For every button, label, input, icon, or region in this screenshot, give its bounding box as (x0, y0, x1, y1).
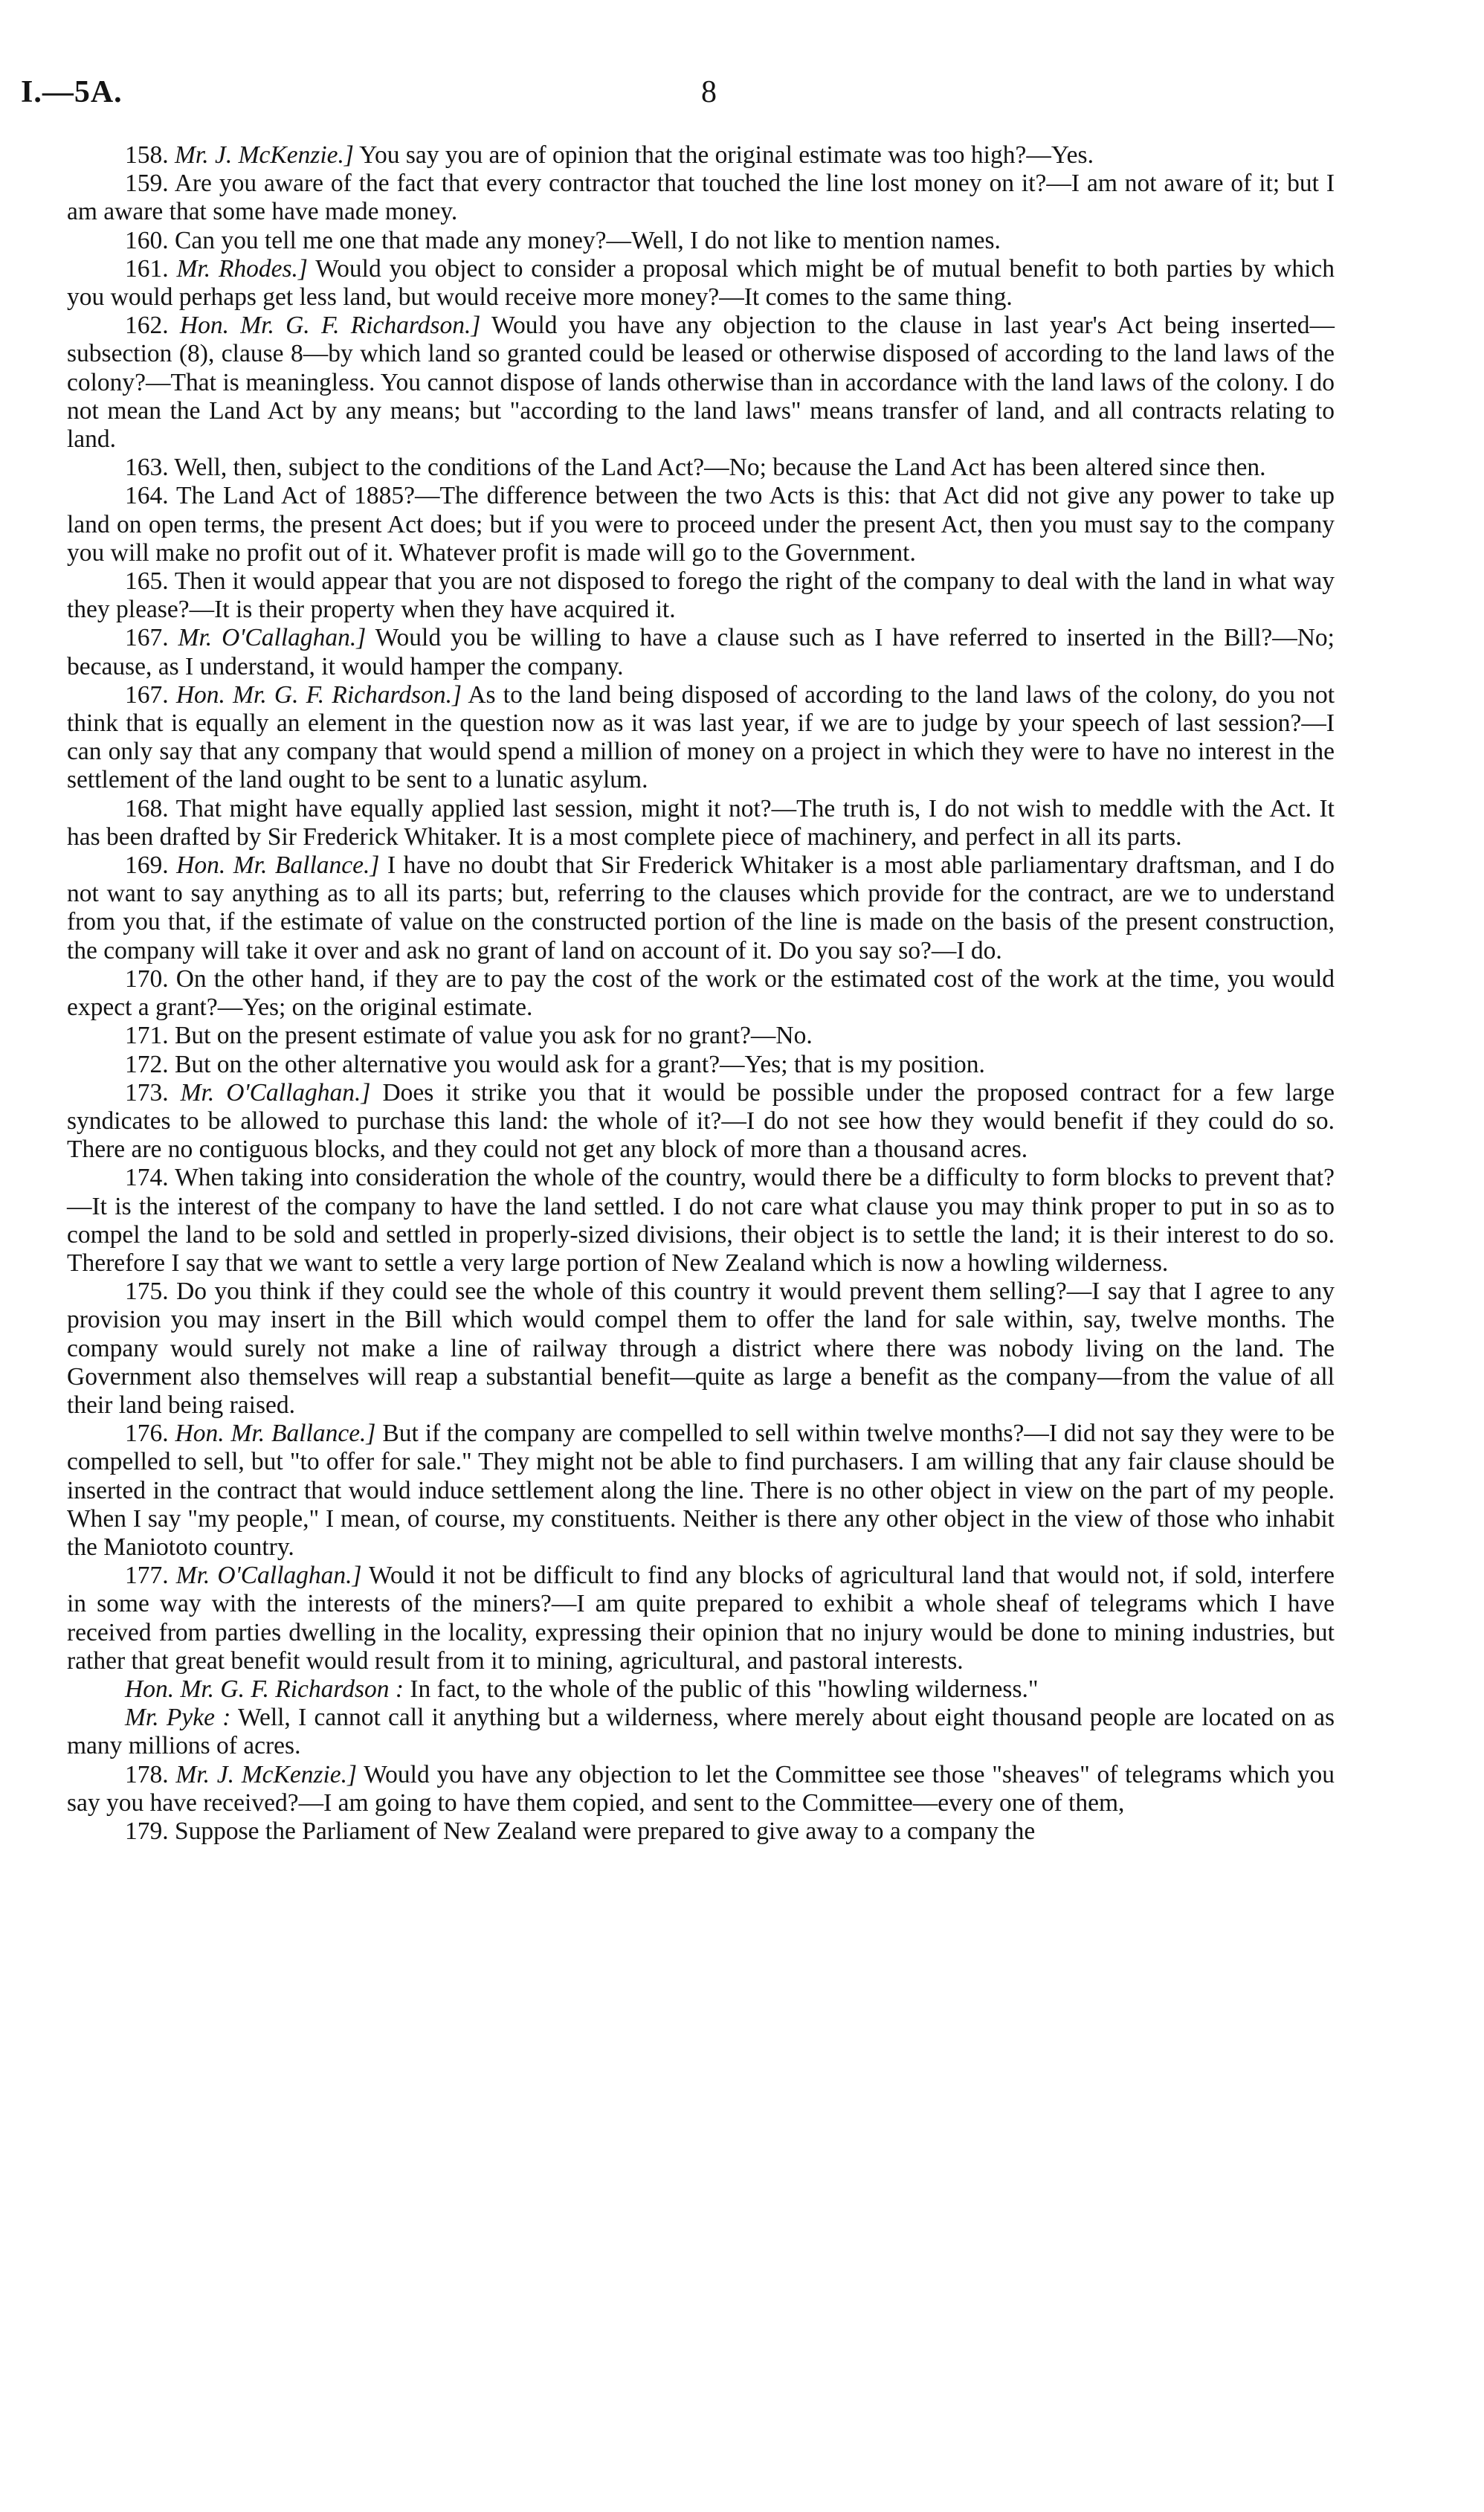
paragraph-text: Would you be willing to have a clause such as I have referred to inserted in the Bill?—No; because, as I understand, it would hamper the company. (67, 624, 1335, 680)
document-reference: I.—5A. (21, 75, 123, 109)
paragraph-text: I have no doubt that Sir Frederick Whitaker is a most able parliamentary draftsman, and I do not want to say anything as to all its parts; but, referring to the clauses which provide for the contract, are we to understand from you that, if the estimate of value on the constructed portion of the line is made on the basis of the present construction, the company will take it over and ask no grant of land on account of it. Do you say so?—I do. (67, 851, 1335, 964)
paragraph (67, 1704, 1335, 1760)
question-number: 174. (125, 1164, 169, 1192)
paragraph (67, 1164, 1335, 1278)
paragraph (67, 454, 1335, 482)
question-number: 165. (125, 567, 169, 596)
page-number: 8 (701, 75, 717, 109)
speaker-name: Hon. Mr. G. F. Richardson.] (175, 680, 462, 709)
speaker-name: Mr. J. McKenzie.] (175, 1760, 358, 1788)
question-number: 176. (125, 1420, 169, 1448)
speaker-name: Mr. Pyke : (125, 1704, 231, 1732)
paragraph (67, 482, 1335, 567)
question-number: 160. (125, 226, 169, 254)
paragraph-text: On the other hand, if they are to pay the cost of the work or the estimated cost of the work at the time, you would expect a grant?—Yes; on the original estimate. (67, 964, 1335, 1022)
paragraph (67, 227, 1335, 255)
paragraph (67, 851, 1335, 965)
paragraph-text: In fact, to the whole of the public of this "howling wilderness." (410, 1675, 1039, 1703)
paragraph-text: Would you object to consider a proposal which might be of mutual benefit to both parties by which you would perhaps get less land, but would receive more money?—It comes to the same thing. (67, 254, 1335, 312)
paragraph-text: As to the land being disposed of according to the land laws of the colony, do you not think that is equally an element in the question now as it was last year, if we are to judge by your speech of last session?—I can only say that any company that would spend a million of money on a project in which they were to have no interest in the settlement of the land ought to be sent to a lunatic asylum. (67, 680, 1335, 794)
question-number: 159. (125, 170, 169, 198)
paragraph (67, 141, 1335, 170)
paragraph-text: When taking into consideration the whole of the country, would there be a difficulty to form blocks to prevent that?—It is the interest of the company to have the land settled. I do not care what clause you may think proper to put in so as to compel the land to be sold and settled in properly-sized divisions, their object is to settle the land; it is their interest to do so. Therefore I say that we want to settle a very large portion of New Zealand which is now a howling wilderness. (67, 1164, 1335, 1277)
paragraph-text: Would you have any objection to the clause in last year's Act being inserted—subsection (8), clause 8—by which land so granted could be leased or otherwise disposed of according to the land laws of the colony?—That is meaningless. You cannot dispose of lands otherwise than in accordance with the land laws of the colony. I do not mean the Land Act by any means; but "according to the land laws" means transfer of land, and all contracts relating to land. (67, 312, 1335, 454)
question-number: 168. (125, 794, 169, 822)
question-number: 169. (125, 851, 169, 880)
paragraph-text: But on the present estimate of value you ask for no grant?—No. (175, 1022, 813, 1050)
paragraph (67, 1079, 1335, 1165)
paragraph-text: Would it not be difficult to find any blocks of agricultural land that would not, if sold, interfere in some way with the interests of the miners?—I am quite prepared to exhibit a whole sheaf of telegrams which I have received from parties dwelling in the locality, expressing their opinion that no injury would be done to mining industries, but rather that great benefit would result from it to mining, agricultural, and pastoral interests. (67, 1562, 1335, 1675)
question-number: 179. (125, 1817, 169, 1845)
paragraph (67, 1761, 1335, 1817)
question-number: 177. (125, 1562, 169, 1590)
paragraph (67, 1817, 1335, 1846)
paragraph-text: But on the other alternative you would ask for a grant?—Yes; that is my position. (175, 1050, 985, 1078)
question-number: 175. (125, 1278, 169, 1306)
speaker-name: Hon. Mr. G. F. Richardson : (125, 1675, 404, 1703)
paragraph (67, 255, 1335, 312)
paragraph (67, 624, 1335, 680)
paragraph-text: But if the company are compelled to sell within twelve months?—I did not say they were to be compelled to sell, but "to offer for sale." They might not be able to find purchasers. I am willing that any fair clause should be inserted in the contract that would induce settlement along the line. There is no other object in view on the part of my people. When I say "my people," I mean, of course, my constituents. Neither is there any other object in the view of those who inhabit the Maniototo country. (67, 1420, 1335, 1561)
paragraph (67, 1278, 1335, 1420)
speaker-name: Mr. O'Callaghan.] (178, 624, 367, 652)
question-number: 167. (125, 624, 169, 652)
speaker-name: Mr. O'Callaghan.] (180, 1078, 371, 1107)
paragraph-text: Do you think if they could see the whole of this country it would prevent them selling?—I say that I agree to any provision you may insert in the Bill which would compel them to offer the land for sale within, say, twelve months. The company would surely not make a line of railway through a district where there was nobody living on the land. The Government also themselves will reap a substantial benefit—quite as large a benefit as the company—from the value of all their land being raised. (67, 1278, 1335, 1419)
question-number: 164. (125, 482, 169, 510)
question-number: 163. (125, 454, 169, 482)
paragraph-text: Would you have any objection to let the Committee see those "sheaves" of telegrams which you say you have received?—I am going to have them copied, and sent to the Committee—every one of them, (67, 1760, 1335, 1817)
paragraph-text: Are you aware of the fact that every contractor that touched the line lost money on it?—I am not aware of it; but I am aware that some have made money. (67, 170, 1335, 226)
paragraph-text: Well, I cannot call it anything but a wilderness, where merely about eight thousand people are located on as many millions of acres. (67, 1704, 1335, 1760)
paragraph-text: Can you tell me one that made any money?—Well, I do not like to mention names. (175, 226, 1001, 254)
paragraph (67, 795, 1335, 851)
paragraph (67, 312, 1335, 454)
paragraph (67, 567, 1335, 624)
paragraph-text: The Land Act of 1885?—The difference between the two Acts is this: that Act did not give any power to take up land on open terms, the present Act does; but if you were to proceed under the present Act, then you must say to the company you will make no profit out of it. Whatever profit is made will go to the Government. (67, 482, 1335, 567)
question-number: 158. (125, 141, 169, 169)
paragraph (67, 681, 1335, 795)
evidence-text (67, 141, 1335, 1846)
question-number: 162. (125, 312, 169, 340)
question-number: 170. (125, 964, 169, 993)
paragraph (67, 1562, 1335, 1675)
paragraph (67, 965, 1335, 1022)
paragraph-text: Then it would appear that you are not disposed to forego the right of the company to deal with the land in what way they please?—It is their property when they have acquired it. (67, 567, 1335, 624)
paragraph (67, 170, 1335, 226)
speaker-name: Mr. J. McKenzie.] (175, 141, 354, 169)
question-number: 173. (125, 1078, 169, 1107)
paragraph-text: That might have equally applied last session, might it not?—The truth is, I do not wish to meddle with the Act. It has been drafted by Sir Frederick Whitaker. It is a most complete piece of machinery, and perfect in all its parts. (67, 794, 1335, 851)
speaker-name: Hon. Mr. Ballance.] (175, 1420, 376, 1448)
speaker-name: Mr. Rhodes.] (176, 254, 308, 283)
question-number: 171. (125, 1022, 169, 1050)
paragraph (67, 1022, 1335, 1050)
question-number: 167. (125, 680, 169, 709)
speaker-name: Mr. O'Callaghan.] (175, 1562, 362, 1590)
paragraph-text: Does it strike you that it would be possible under the proposed contract for a few large syndicates to be allowed to purchase this land: the whole of it?—I do not see how they would benefit if they could do so. There are no contiguous blocks, and they could not get any block of more than a thousand acres. (67, 1078, 1335, 1164)
speaker-name: Hon. Mr. Ballance.] (176, 851, 380, 880)
paragraph (67, 1051, 1335, 1079)
paragraph (67, 1675, 1335, 1704)
paragraph-text: Well, then, subject to the conditions of the Land Act?—No; because the Land Act has been altered since then. (174, 454, 1266, 482)
speaker-name: Hon. Mr. G. F. Richardson.] (179, 312, 481, 340)
paragraph-text: Suppose the Parliament of New Zealand were prepared to give away to a company the (175, 1817, 1036, 1845)
question-number: 178. (125, 1760, 169, 1788)
paragraph (67, 1420, 1335, 1562)
question-number: 161. (125, 254, 169, 283)
question-number: 172. (125, 1050, 169, 1078)
page-header (21, 74, 1359, 119)
paragraph-text: You say you are of opinion that the original estimate was too high?—Yes. (359, 141, 1094, 169)
